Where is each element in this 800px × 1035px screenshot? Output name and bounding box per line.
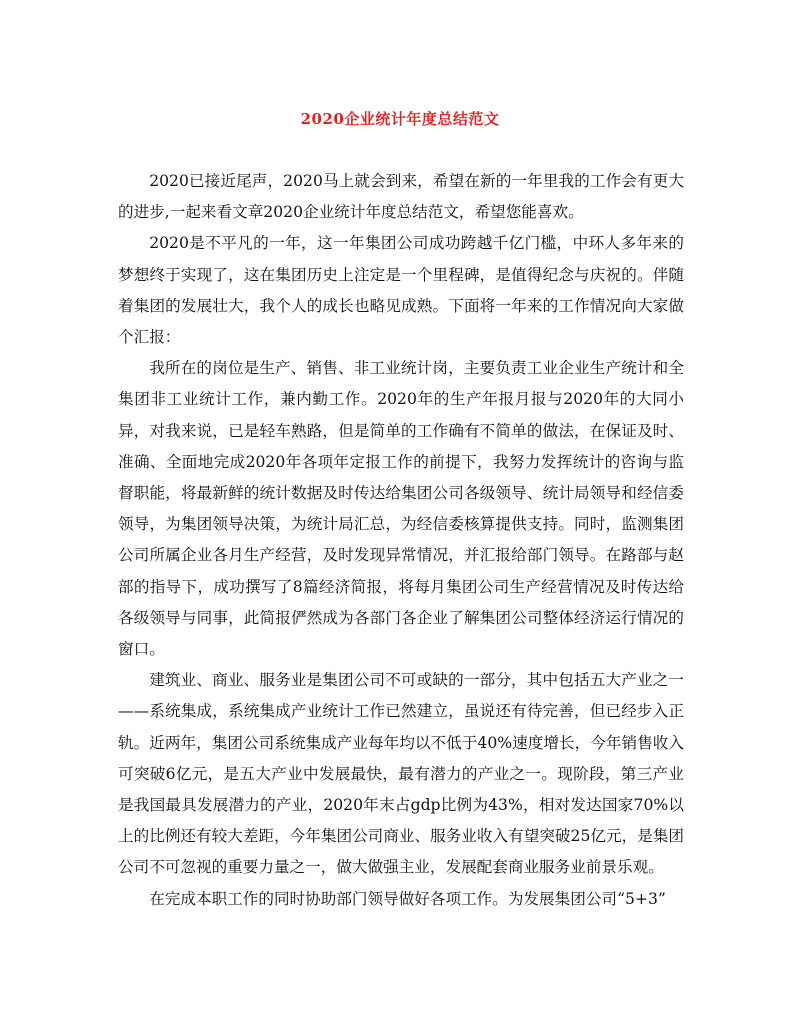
paragraph-industries: 建筑业、商业、服务业是集团公司不可或缺的一部分，其中包括五大产业之一——系统集成，系统集成产业统计工作已然建立，虽说还有待完善，但已经步入正轨。近两年，集团公司系统集成产业每年均以不低于40%速度增长，今年销售收入可突破6亿元，是五大产业中发展最快，最有潜力的产业之一。现阶段，第三产业是我国最具发展潜力的产业，2020年末占gdp比例为43%，相对发达国家70%以上的比例还有较大差距，今年集团公司商业、服务业收入有望突破25亿元，是集团公司不可忽视的重要力量之一，做大做强主业，发展配套商业服务业前景乐观。 [118,671,684,877]
paragraph-statistics-role: 我所在的岗位是生产、销售、非工业统计岗，主要负责工业企业生产统计和全集团非工业统计工作，兼内勤工作。2020年的生产年报月报与2020年的大同小异，对我来说，已是轻车熟路，但是简单的工作确有不简单的做法，在保证及时、准确、全面地完成2020年各项年定报工作的前提下，我努力发挥统计的咨询与监督职能，将最新鲜的统计数据及时传达给集团公司各级领导、统计局领导和经信委领导，为集团领导决策，为统计局汇总，为经信委核算提供支持。同时，监测集团公司所属企业各月生产经营，及时发现异常情况，并汇报给部门领导。在路部与赵部的指导下，成功撰写了8篇经济简报，将每月集团公司生产经营情况及时传达给各级领导与同事，此简报俨然成为各部门各企业了解集团公司整体经济运行情况的窗口。 [118,359,684,659]
document-body [118,166,684,915]
paragraph-intro: 2020已接近尾声，2020马上就会到来，希望在新的一年里我的工作会有更大的进步,一起来看文章2020企业统计年度总结范文，希望您能喜欢。 [118,172,684,222]
paragraph-milestone: 2020是不平凡的一年，这一年集团公司成功跨越千亿门槛，中环人多年来的梦想终于实现了，这在集团历史上注定是一个里程碑，是值得纪念与庆祝的。伴随着集团的发展壮大，我个人的成长也略见成熟。下面将一年来的工作情况向大家做个汇报： [118,234,684,347]
paragraph-assist: 在完成本职工作的同时协助部门领导做好各项工作。为发展集团公司“5+3” [149,889,666,908]
document-title: 2020企业统计年度总结范文 [300,110,500,128]
